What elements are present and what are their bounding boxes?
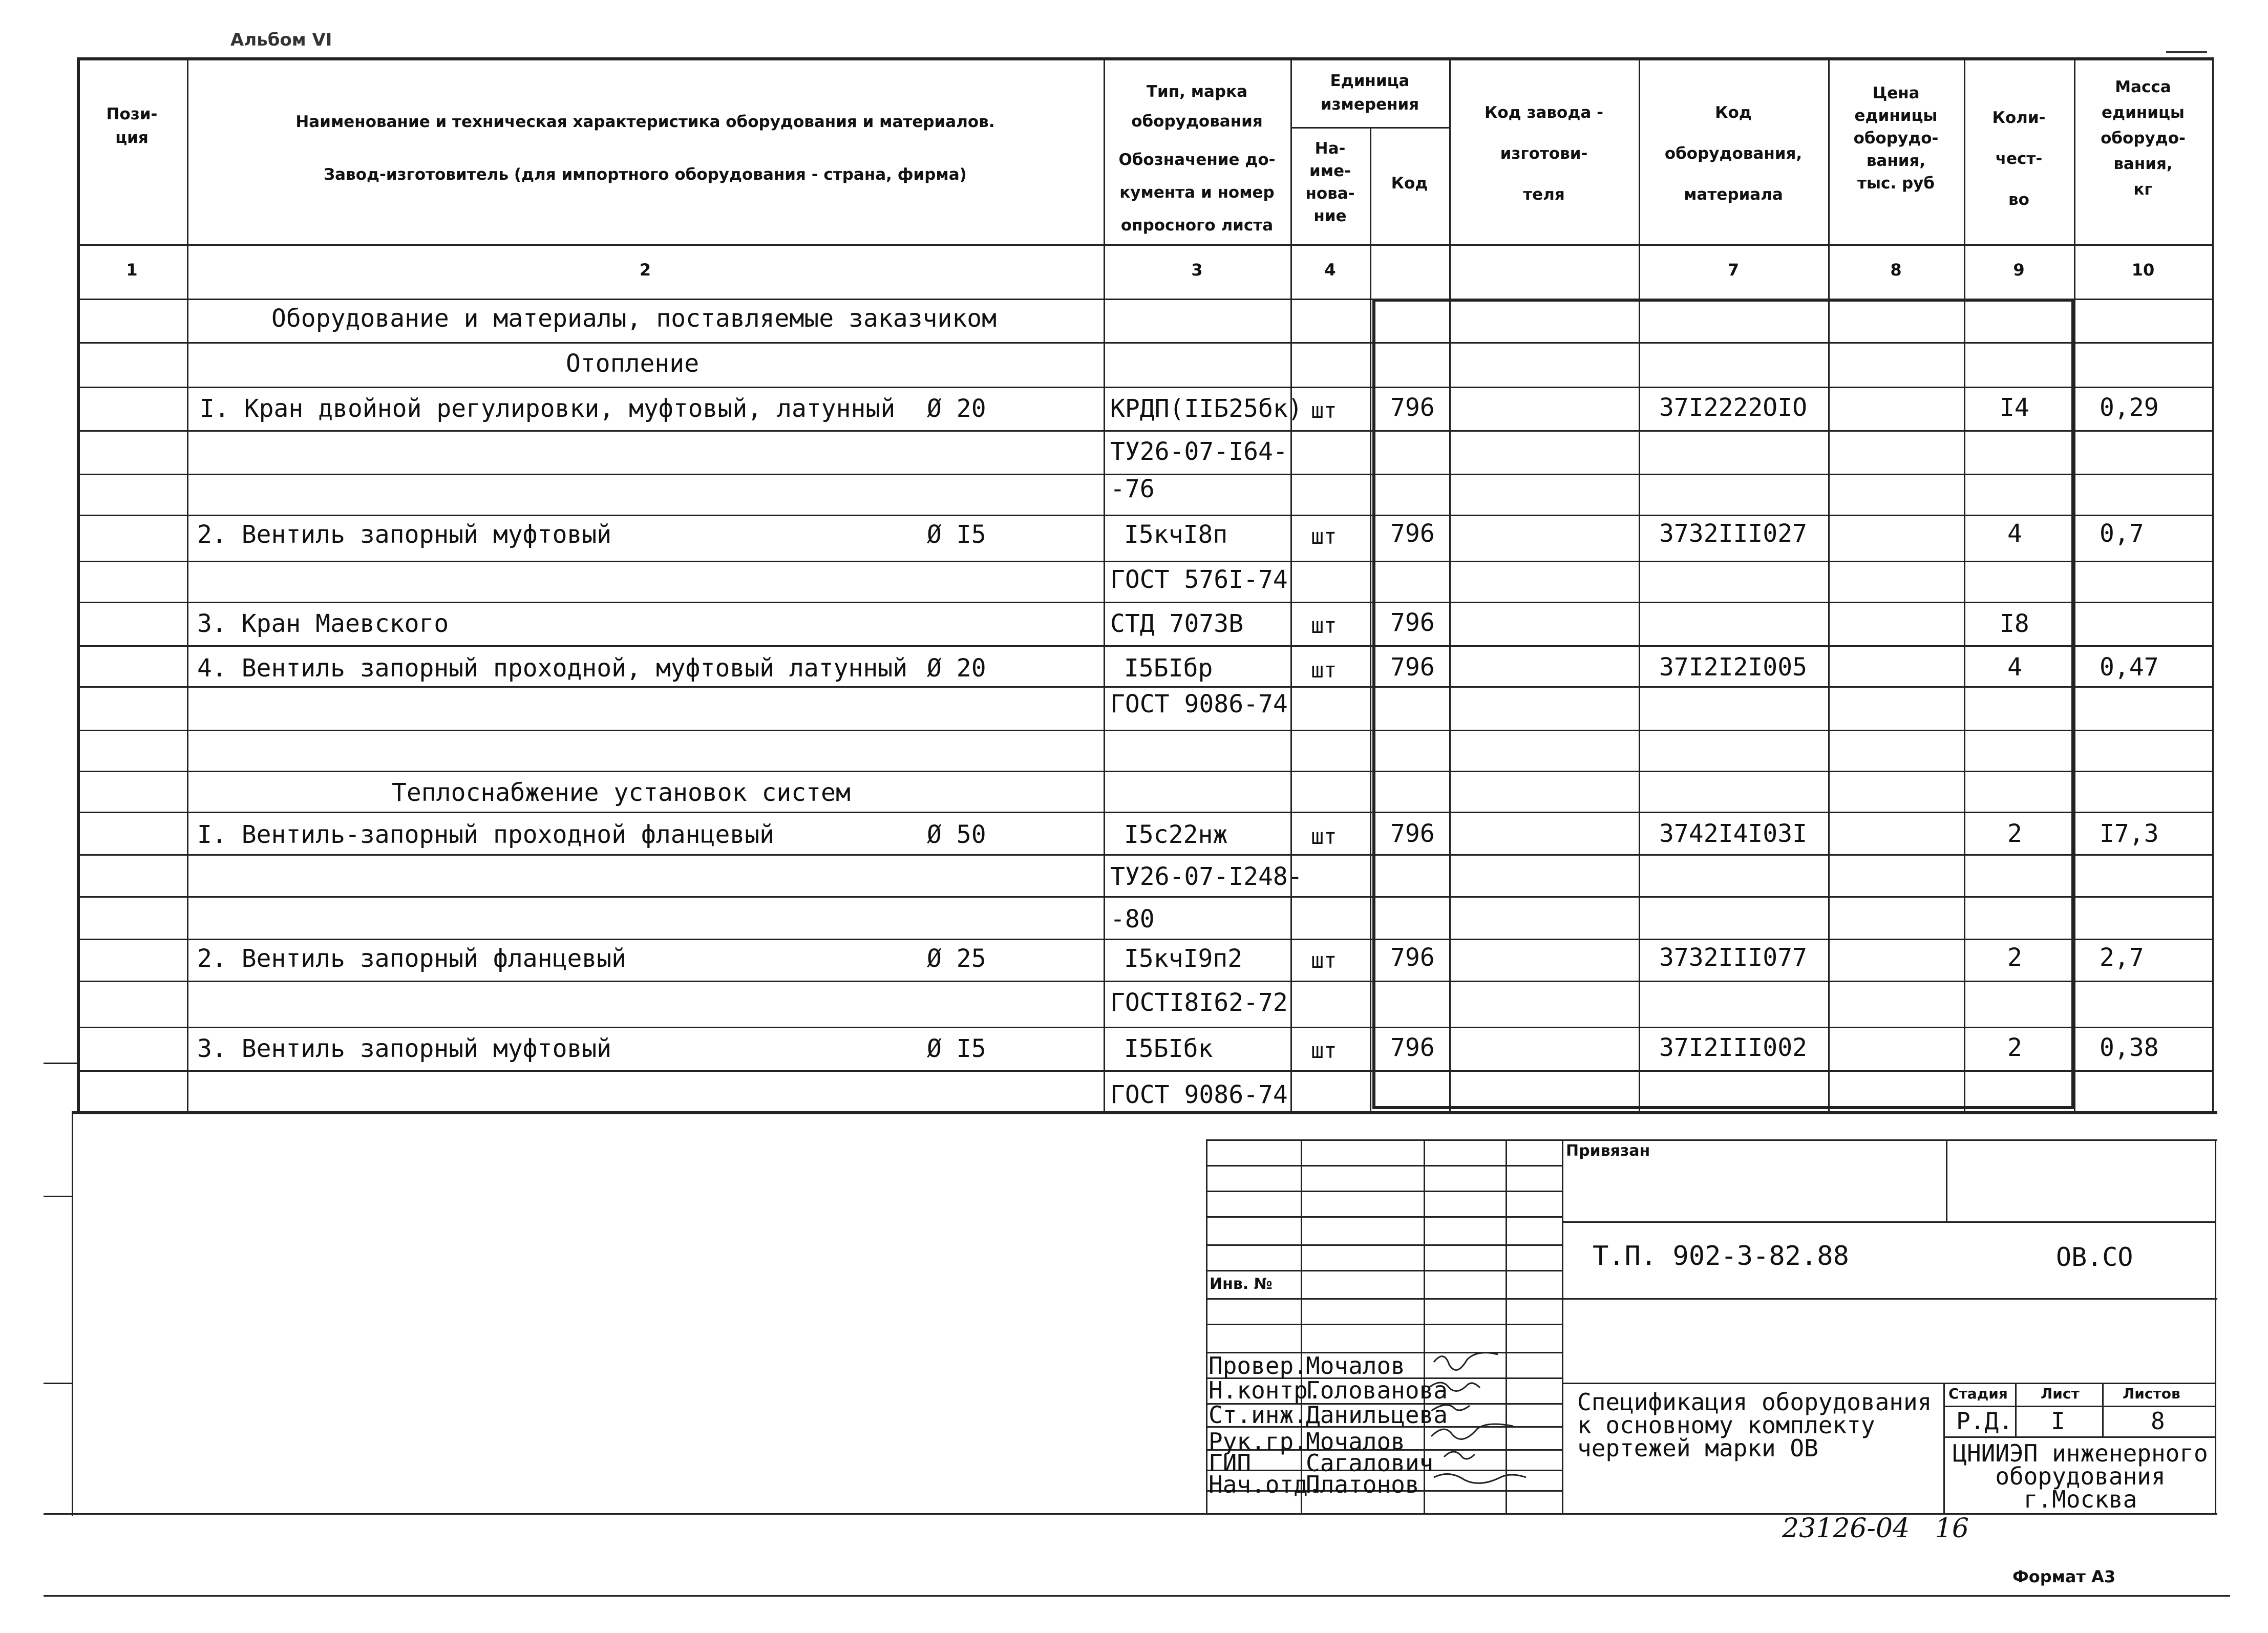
col-number: 10	[2131, 260, 2155, 280]
header-quantity: Коли- чест- во	[1992, 109, 2046, 209]
item-unit-code: 796	[1390, 1033, 1435, 1062]
document-code: Т.П. 902-3-82.88	[1593, 1241, 1849, 1271]
format-label: Формат А3	[2012, 1567, 2116, 1586]
item-unit-code: 796	[1390, 819, 1435, 848]
section-heading: Оборудование и материалы, поставляемые заказчиком	[271, 304, 997, 333]
sheets-value: 8	[2151, 1407, 2165, 1435]
document-mark: ОВ.СО	[2056, 1242, 2133, 1272]
item-unit: шт	[1311, 824, 1337, 849]
header-manufacturer: Завод-изготовитель (для импортного оборудования - страна, фирма)	[324, 165, 967, 184]
item-mass: I7,3	[2100, 819, 2159, 848]
signer-name: Платонов	[1306, 1471, 1419, 1498]
signer-role: Рук.гр.	[1209, 1428, 1308, 1455]
item-mass: 2,7	[2100, 943, 2144, 972]
sheets-label: Листов	[2123, 1385, 2180, 1402]
col-number: 7	[1727, 260, 1740, 280]
item-quantity: 4	[2007, 519, 2022, 548]
item-name: 3. Кран Маевского	[197, 609, 449, 638]
item-name: 4. Вентиль запорный проходной, муфтовый латунный	[197, 654, 908, 683]
item-quantity: 2	[2007, 943, 2022, 972]
item-code: 3732III027	[1659, 519, 1807, 548]
signer-name: Сагалович	[1306, 1449, 1434, 1477]
item-unit: шт	[1311, 524, 1337, 549]
header-name: Наименование и техническая характеристика оборудования и материалов.	[295, 113, 995, 131]
col-number: 1	[126, 260, 138, 280]
col-number: 4	[1324, 260, 1336, 280]
item-diameter: Ø 20	[927, 394, 986, 423]
section-heading: Теплоснабжение установок систем	[392, 778, 851, 807]
item-unit-code: 796	[1390, 608, 1435, 637]
item-quantity: 4	[2007, 653, 2022, 682]
document-title: к основному комплекту	[1577, 1411, 1875, 1439]
signer-role: Н.контр.	[1209, 1376, 1322, 1404]
document-title: Спецификация оборудования	[1577, 1388, 1932, 1416]
item-name: I. Вентиль-запорный проходной фланцевый	[197, 820, 775, 849]
header-position: Пози- ция	[106, 105, 158, 147]
item-unit-code: 796	[1390, 519, 1435, 548]
item-quantity: 2	[2007, 1033, 2022, 1062]
organization: оборудования	[1995, 1462, 2166, 1490]
item-name: 3. Вентиль запорный муфтовый	[197, 1034, 612, 1063]
item-quantity: I4	[2000, 393, 2029, 422]
item-type: -76	[1110, 475, 1155, 503]
item-type: ТУ26-07-I248-	[1110, 862, 1303, 891]
item-diameter: Ø I5	[927, 520, 986, 549]
item-mass: 0,7	[2100, 519, 2144, 548]
album-fragment: Альбом VI	[230, 30, 332, 50]
item-type: ГОСТ 576I-74	[1110, 565, 1288, 594]
item-name: 2. Вентиль запорный муфтовый	[197, 520, 612, 549]
signer-name: Мочалов	[1306, 1428, 1405, 1455]
signer-role: Провер.	[1209, 1352, 1308, 1380]
header-unit-code: Код	[1391, 174, 1428, 193]
item-unit: шт	[1311, 1038, 1337, 1063]
item-unit-code: 796	[1390, 943, 1435, 972]
item-mass: 0,29	[2100, 393, 2159, 422]
item-diameter: Ø 50	[927, 820, 986, 849]
col-number: 2	[639, 260, 651, 280]
item-type: I5кчI9п2	[1124, 944, 1243, 973]
inventory-label: Инв. №	[1210, 1275, 1273, 1293]
item-type: I5БIбр	[1124, 654, 1213, 683]
header-unit: Единица измерения	[1320, 72, 1419, 114]
signer-name: Голованова	[1306, 1376, 1448, 1404]
item-unit: шт	[1311, 613, 1337, 638]
header-type: Тип, марка оборудования	[1131, 82, 1263, 131]
item-code: 3732III077	[1659, 943, 1807, 972]
item-type: КРДП(IIБ25бк)	[1110, 394, 1303, 423]
item-type: ГОСТ 9086-74	[1110, 690, 1288, 718]
item-type: I5кчI8п	[1124, 520, 1228, 549]
item-diameter: Ø 25	[927, 944, 986, 973]
corner-mark	[2166, 51, 2207, 53]
item-type: ГОСТ 9086-74	[1110, 1080, 1288, 1109]
stage-value: Р.Д.	[1956, 1407, 2013, 1435]
item-type: I5БIбк	[1124, 1034, 1213, 1063]
header-factory-code: Код завода - изготови- теля	[1485, 103, 1603, 204]
col-number: 3	[1191, 260, 1203, 280]
col-number: 9	[2013, 260, 2025, 280]
document-title: чертежей марки ОВ	[1577, 1434, 1818, 1462]
signer-name: Данильцева	[1306, 1401, 1448, 1429]
item-type: СТД 7073В	[1110, 609, 1244, 638]
header-document: Обозначение до- кумента и номер опросного листа	[1118, 151, 1276, 235]
sheet-value: I	[2051, 1407, 2065, 1435]
item-type: I5с22нж	[1124, 820, 1228, 849]
item-unit-code: 796	[1390, 653, 1435, 682]
item-mass: 0,47	[2100, 653, 2159, 682]
item-type: -80	[1110, 905, 1155, 934]
privyazan-label: Привязан	[1566, 1142, 1650, 1160]
item-diameter: Ø I5	[927, 1034, 986, 1063]
item-quantity: I8	[2000, 609, 2029, 638]
item-code: 37I2III002	[1659, 1033, 1807, 1062]
stage-label: Стадия	[1948, 1385, 2008, 1402]
item-diameter: Ø 20	[927, 654, 986, 683]
organization: г.Москва	[2023, 1486, 2137, 1513]
header-unit-name: На- име- нова- ние	[1305, 139, 1355, 225]
inventory-number: 23126-04 16	[1782, 1513, 1969, 1544]
section-heading: Отопление	[566, 349, 700, 378]
signer-role: Нач.отд.	[1209, 1471, 1322, 1498]
item-unit: шт	[1311, 398, 1337, 423]
sheet-label: Лист	[2041, 1385, 2080, 1402]
item-code: 37I2222OIO	[1659, 393, 1807, 422]
signer-role: ГИП	[1209, 1449, 1252, 1477]
signatures	[1424, 1347, 1562, 1511]
item-quantity: 2	[2007, 819, 2022, 848]
item-name: 2. Вентиль запорный фланцевый	[197, 944, 627, 973]
col-number: 8	[1890, 260, 1902, 280]
header-equipment-code: Код оборудования, материала	[1664, 103, 1803, 204]
signer-role: Ст.инж.	[1209, 1401, 1308, 1429]
item-mass: 0,38	[2100, 1033, 2159, 1062]
organization: ЦНИИЭП инженерного	[1953, 1439, 2208, 1467]
item-type: ГОСТI8I62-72	[1110, 988, 1288, 1017]
item-unit: шт	[1311, 658, 1337, 683]
signer-name: Мочалов	[1306, 1352, 1405, 1380]
item-code: 3742I4I03I	[1659, 819, 1807, 848]
item-code: 37I2I2I005	[1659, 653, 1807, 682]
item-type: ТУ26-07-I64-	[1110, 437, 1288, 466]
header-mass: Масса единицы оборудо- вания, кг	[2101, 78, 2186, 199]
header-price: Цена единицы оборудо- вания, тыс. руб	[1853, 84, 1939, 193]
item-name: I. Кран двойной регулировки, муфтовый, латунный	[200, 394, 896, 423]
item-unit: шт	[1311, 948, 1337, 973]
item-unit-code: 796	[1390, 393, 1435, 422]
